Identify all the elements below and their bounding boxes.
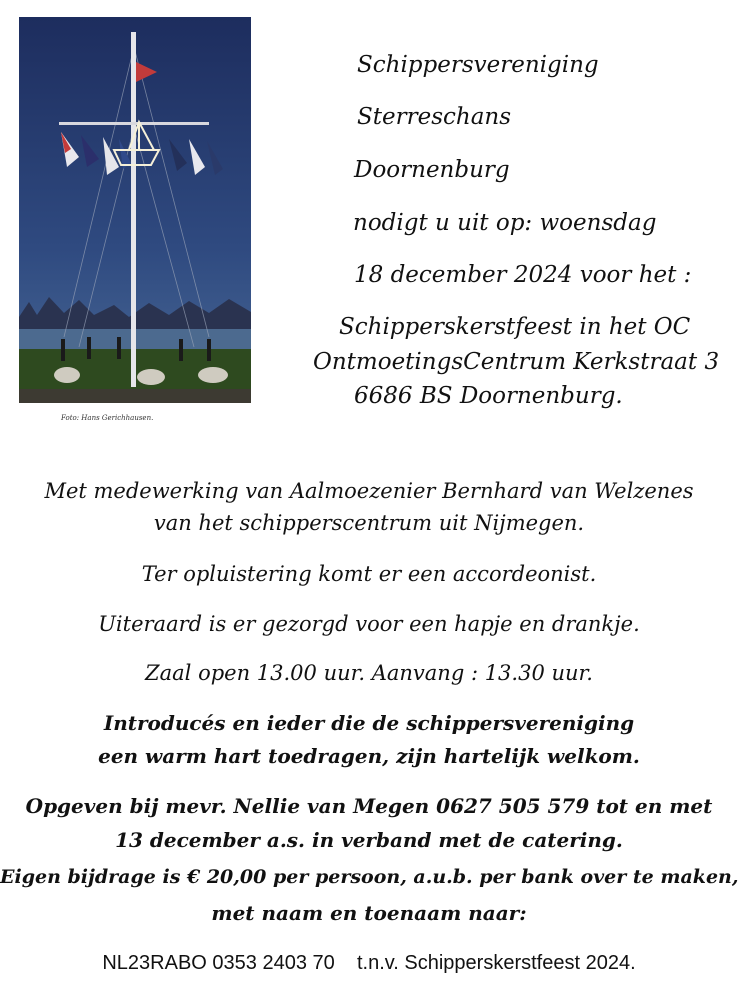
header-club-name: Schippersvereniging [357,52,599,78]
header-club-subname: Sterreschans [357,104,512,130]
body-center: van het schipperscentrum uit Nijmegen. [153,511,585,535]
path [19,389,251,403]
header-date: 18 december 2024 voor het : [354,262,692,288]
welcome-line-1: Introducés en ieder die de schippersvereniging [103,711,635,735]
mast [131,32,136,387]
body-refreshments: Uiteraard is er gezorgd voor een hapje en drankje. [98,612,640,636]
body-cooperation: Met medewerking van Aalmoezenier Bernhard van Welzenes [44,479,694,503]
signup-line-1: Opgeven bij mevr. Nellie van Megen 0627 505 579 tot en met [25,794,713,818]
header-event: Schipperskerstfeest in het OC [339,314,691,340]
header-invite: nodigt u uit op: woensdag [353,210,657,236]
yard-arm [59,122,209,125]
event-photo [19,17,251,403]
signup-line-2: 13 december a.s. in verband met de catering. [115,828,623,852]
bank-account-line: NL23RABO 0353 2403 70 t.n.v. Schipperskerstfeest 2024. [102,952,636,974]
welcome-line-2: een warm hart toedragen, zijn hartelijk welkom. [98,744,640,768]
header-venue: OntmoetingsCentrum Kerkstraat 3 [313,349,720,375]
header-postcode: 6686 BS Doornenburg. [354,383,623,409]
signup-line-4: met naam en toenaam naar: [211,901,527,925]
header-place: Doornenburg [354,157,510,183]
body-times: Zaal open 13.00 uur. Aanvang : 13.30 uur. [145,661,593,685]
flag-mast-photo [19,17,251,403]
signup-line-3: Eigen bijdrage is € 20,00 per persoon, a.u.b. per bank over te maken, [0,866,738,888]
body-music: Ter opluistering komt er een accordeonist. [141,562,597,586]
photo-caption: Foto: Hans Gerichhausen. [61,414,154,422]
